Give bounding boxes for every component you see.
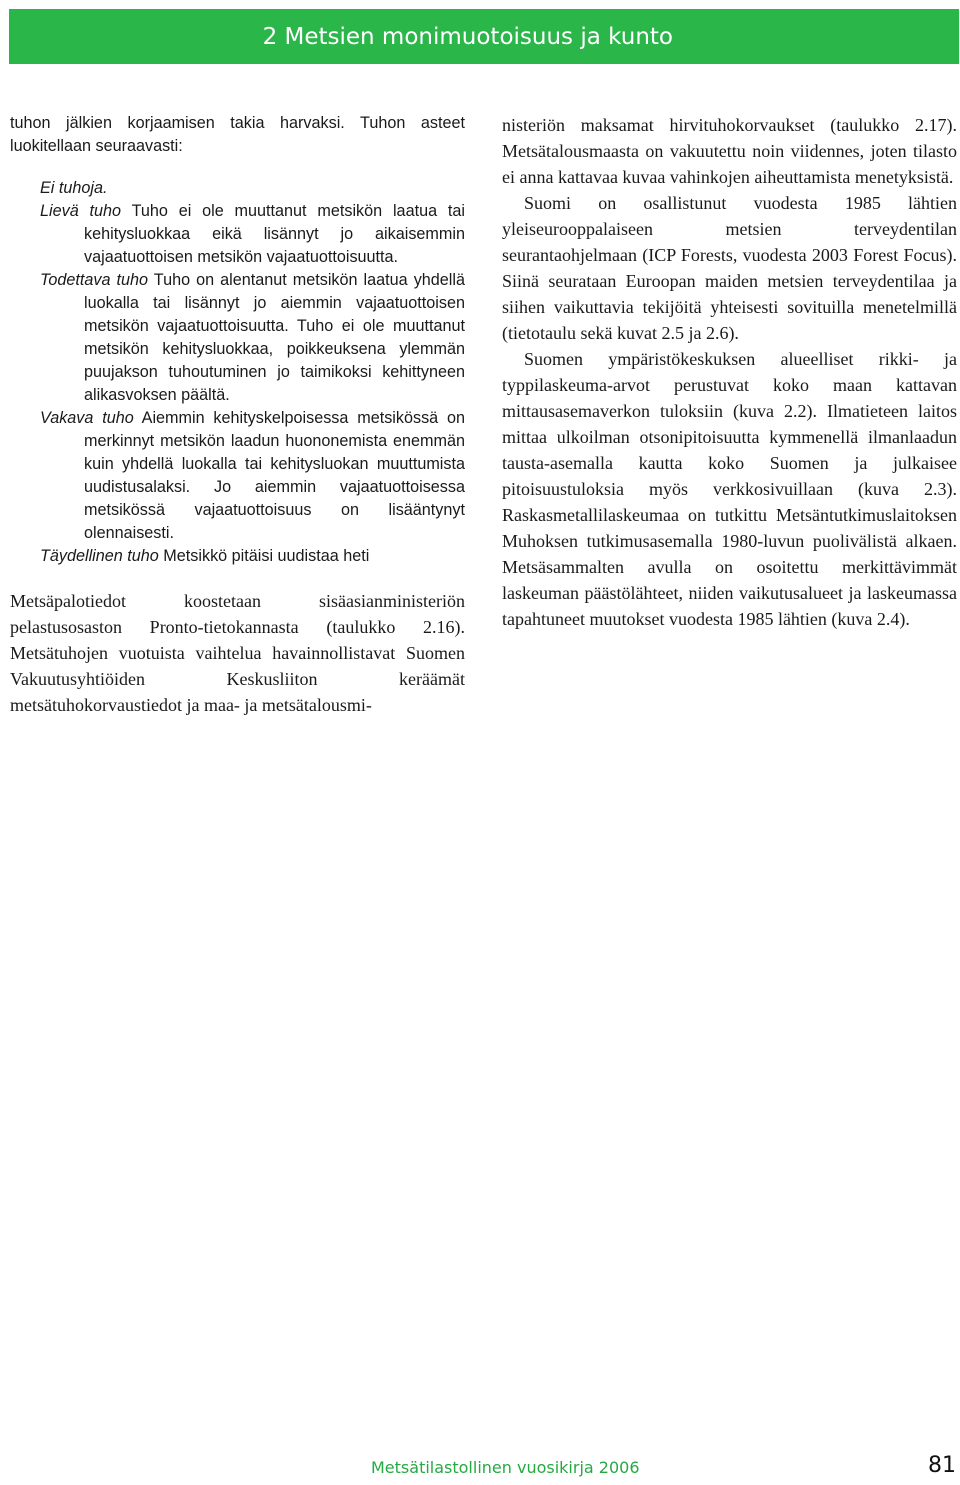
- damage-class-item: [10, 177, 465, 200]
- damage-class-term: Täydellinen tuho: [40, 547, 159, 565]
- damage-class-term: Lievä tuho: [40, 202, 122, 220]
- publication-title: Metsätilastollinen vuosikirja 2006: [371, 1458, 640, 1477]
- damage-class-term: Vakava tuho: [40, 409, 134, 427]
- intro-paragraph: tuhon jälkien korjaamisen takia harvaksi. Tuhon asteet luokitellaan seuraavasti:: [10, 114, 465, 155]
- damage-class-text: Tuho ei ole muuttanut metsikön laatua tai kehitysluokkaa eikä lisännyt jo aikaisemmin vajaatuottoisen metsikön vajaatuottoisuutta.: [84, 202, 465, 266]
- page-number: 81: [928, 1453, 956, 1478]
- body-paragraph: nisteriön maksamat hirvituhokorvaukset (taulukko 2.17). Metsätalousmaasta on vakuutettu noin viidennes, joten tilasto ei anna kattavaa kuvaa vahinkojen aiheuttamista menetyksistä.: [502, 115, 957, 187]
- damage-class-item: [10, 200, 465, 269]
- damage-class-text: Tuho on alentanut metsikön laatua yhdellä luokalla tai lisännyt jo aiemmin vajaatuottoisen metsikön vajaatuottoisuutta. Tuho ei ole muuttanut metsikön kehitysluokkaa, poikkeuksena ylemmän puujakson tuhoutuminen jo taimikoksi kehittyneen alikasvoksen päältä.: [84, 271, 465, 404]
- damage-class-text: Metsikkö pitäisi uudistaa heti: [163, 547, 370, 565]
- body-paragraph: Metsäpalotiedot koostetaan sisäasianministeriön pelastusosaston Pronto-tietokannasta (taulukko 2.16). Metsätuhojen vuotuista vaihtelua havainnollistavat Suomen Vakuutusyhtiöiden Keskusliiton keräämät metsätuhokorvaustiedot ja maa- ja metsätalousmi-: [10, 591, 465, 715]
- damage-class-item: [10, 269, 465, 407]
- damage-class-item: [10, 545, 465, 568]
- body-paragraph: Suomen ympäristökeskuksen alueelliset rikki- ja typpilaskeuma-arvot perustuvat koko maan kattavan mittausasemaverkon tuloksiin (kuva 2.2). Ilmatieteen laitos mittaa ulkoilman otsonipitoisuutta kymmenellä ilmanlaadun tausta-asemalla kautta koko Suomen ja julkaisee pitoisuustuloksia myös verkkosivuillaan (kuva 2.3). Raskasmetallilaskeumaa on tutkittu Metsäntutkimuslaitoksen Muhoksen tutkimusasemalla 1980-luvun puolivälistä alkaen. Metsäsammalten avulla on osoitettu merkittävimmät laskeuman päästölähteet, niiden vaikutusalueet ja laskeumassa tapahtuneet muutokset vuodesta 1985 lähtien (kuva 2.4).: [502, 349, 957, 629]
- chapter-title: 2 Metsien monimuotoisuus ja kunto: [262, 24, 673, 50]
- body-paragraph: Suomi on osallistunut vuodesta 1985 lähtien yleiseurooppalaiseen metsien terveydentilan seurantaohjelmaan (ICP Forests, vuodesta 2003 Forest Focus). Siinä seurataan Euroopan maiden metsien terveydentilaa ja siihen vaikuttavia tekijöitä yhteisesti sovituilla menetelmillä (tietotaulu sekä kuvat 2.5 ja 2.6).: [502, 193, 957, 343]
- damage-class-term: Todettava tuho: [40, 271, 149, 289]
- left-column: [10, 112, 465, 718]
- damage-class-term: Ei tuhoja.: [40, 179, 108, 197]
- damage-class-item: [10, 407, 465, 545]
- damage-class-list: [10, 177, 465, 568]
- right-column: [502, 112, 957, 632]
- damage-class-text: Aiemmin kehityskelpoisessa metsikössä on merkinnyt metsikön laadun huononemista enemmän kuin yhdellä luokalla tai kehitysluokan muuttumista uudistusalaksi. Jo aiemmin vajaatuottoisessa metsikössä vajaatuottoisuus on lisääntynyt olennaisesti.: [84, 409, 465, 542]
